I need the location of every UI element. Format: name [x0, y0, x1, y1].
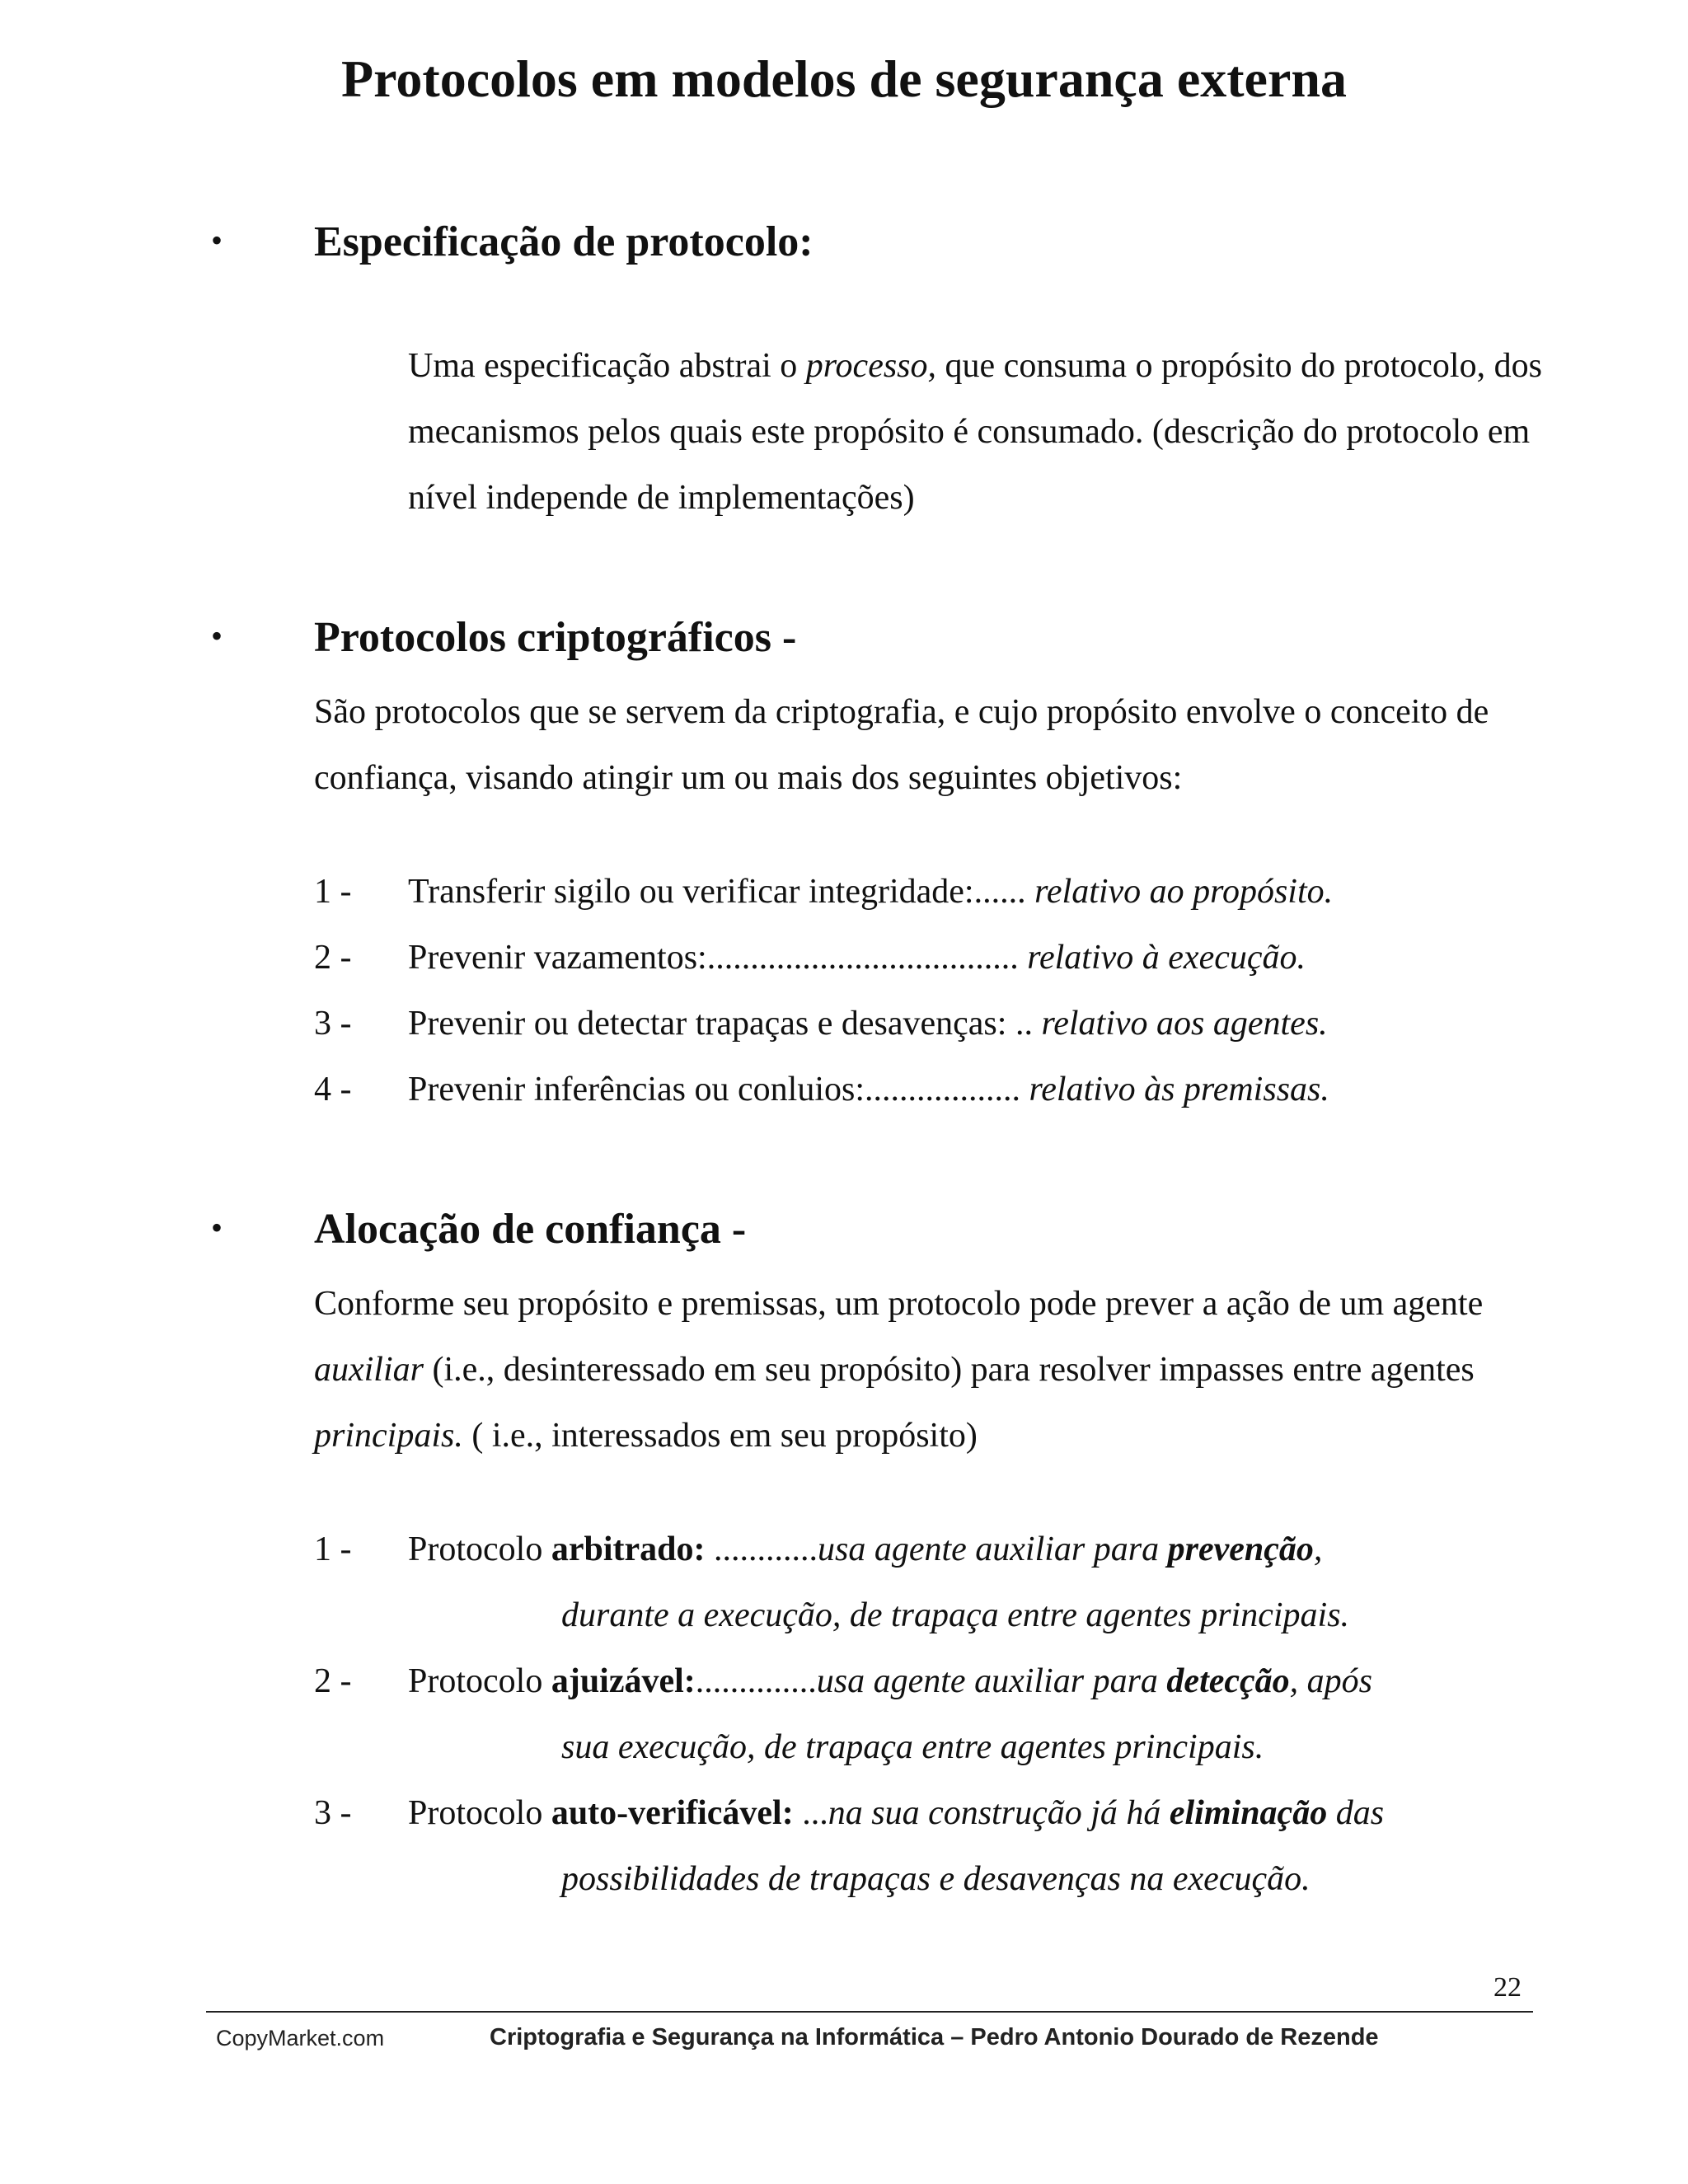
section-heading-protocolos-criptograficos: Protocolos criptográficos -	[314, 614, 797, 661]
list-item-number: 2 -	[314, 1662, 352, 1700]
footer-publisher: CopyMarket.com	[216, 2026, 385, 2050]
list-item-text-wrap	[408, 1648, 1372, 1714]
leader-dots: ..................	[865, 1071, 1020, 1108]
footer-divider	[206, 2011, 1533, 2013]
list-item-prefix: Protocolo	[408, 1530, 551, 1568]
list-item-text: Prevenir vazamentos:	[408, 939, 707, 977]
paragraph-emphasis: processo,	[805, 347, 937, 385]
section-paragraph-especificacao	[408, 333, 1562, 531]
list-item-note: relativo aos agentes.	[1032, 1005, 1328, 1043]
leader-dots: ..............	[695, 1662, 817, 1700]
list-item-number: 3 -	[314, 1794, 352, 1832]
paragraph-emphasis: auxiliar	[314, 1351, 424, 1389]
paragraph-text: Uma especificação abstrai o	[408, 347, 806, 385]
paragraph-emphasis: principais.	[314, 1417, 463, 1455]
list-item-number: 4 -	[314, 1071, 352, 1108]
list-item-number: 1 -	[314, 1530, 352, 1568]
list-item-note: usa agente auxiliar para	[817, 1530, 1168, 1568]
paragraph-text: que consuma o propósito do protocolo, dos mecanismos pelos quais este propósito é consumado. (descrição do protocolo em nível independe de implementações)	[408, 347, 1542, 517]
list-item-note: relativo às premissas.	[1020, 1071, 1329, 1108]
list-item-text-wrap	[408, 925, 1306, 991]
list-item-term: ajuizável:	[551, 1662, 696, 1700]
list-item-note: usa agente auxiliar para	[816, 1662, 1167, 1700]
paragraph-text: Conforme seu propósito e premissas, um protocolo pode prever a ação de um agente	[314, 1285, 1484, 1323]
leader-dots: ....................................	[706, 939, 1019, 977]
list-item-note-emphasis: prevenção	[1167, 1530, 1314, 1568]
list-item-note: , após	[1289, 1662, 1373, 1700]
list-item-text-wrap	[408, 991, 1328, 1057]
list-item-text-wrap	[408, 1780, 1384, 1846]
leader-dots: ............	[705, 1530, 818, 1568]
list-item-note-emphasis: detecção	[1166, 1662, 1290, 1700]
list-item-note: na sua construção já há	[828, 1794, 1170, 1832]
bullet-marker: •	[211, 222, 223, 259]
leader-dots: ...	[793, 1794, 828, 1832]
list-item-text-wrap	[408, 859, 1333, 925]
list-item-term: arbitrado:	[551, 1530, 706, 1568]
footer-book-title: Criptografia e Segurança na Informática – Pedro Antonio Dourado de Rezende	[490, 2024, 1379, 2050]
section-heading-alocacao-confianca: Alocação de confiança -	[314, 1206, 747, 1253]
list-item-note: relativo à execução.	[1018, 939, 1306, 977]
list-item-text: Transferir sigilo ou verificar integridade:	[408, 873, 974, 911]
list-item-continuation-text: possibilidades de trapaças e desavenças na execução.	[561, 1860, 1311, 1898]
list-item-number: 3 -	[314, 1005, 352, 1043]
leader-dots: ..	[1006, 1005, 1033, 1043]
paragraph-text: (i.e., desinteressado em seu propósito) para resolver impasses entre agentes	[424, 1351, 1475, 1389]
bullet-marker: •	[211, 1209, 223, 1246]
list-item-number: 1 -	[314, 873, 352, 911]
page-number: 22	[1493, 1972, 1522, 2003]
section-paragraph-protocolos-criptograficos: São protocolos que se servem da criptografia, e cujo propósito envolve o conceito de confiança, visando atingir um ou mais dos seguintes objetivos:	[314, 693, 1489, 797]
list-item-text: Prevenir inferências ou conluios:	[408, 1071, 865, 1108]
list-item-note: das	[1327, 1794, 1385, 1832]
leader-dots: ......	[973, 873, 1026, 911]
list-item-note: ,	[1313, 1530, 1323, 1568]
section-heading-especificacao: Especificação de protocolo:	[314, 218, 814, 265]
list-item-prefix: Protocolo	[408, 1662, 551, 1700]
page-title: Protocolos em modelos de segurança externa	[341, 49, 1347, 108]
list-item-term: auto-verificável:	[551, 1794, 794, 1832]
list-item-text-wrap	[408, 1516, 1322, 1582]
section-paragraph-alocacao-confianca	[314, 1271, 1550, 1469]
list-item-note-emphasis: eliminação	[1169, 1794, 1328, 1832]
list-item-text-wrap	[408, 1057, 1329, 1122]
list-item-text: Prevenir ou detectar trapaças e desavenças:	[408, 1005, 1007, 1043]
paragraph-text: ( i.e., interessados em seu propósito)	[462, 1417, 978, 1455]
list-item-continuation-text: sua execução, de trapaça entre agentes principais.	[561, 1728, 1264, 1766]
bullet-marker: •	[211, 617, 223, 654]
list-item-prefix: Protocolo	[408, 1794, 551, 1832]
list-item-note: relativo ao propósito.	[1025, 873, 1334, 911]
list-item-continuation-text: durante a execução, de trapaça entre agentes principais.	[561, 1596, 1350, 1634]
list-item-number: 2 -	[314, 939, 352, 977]
